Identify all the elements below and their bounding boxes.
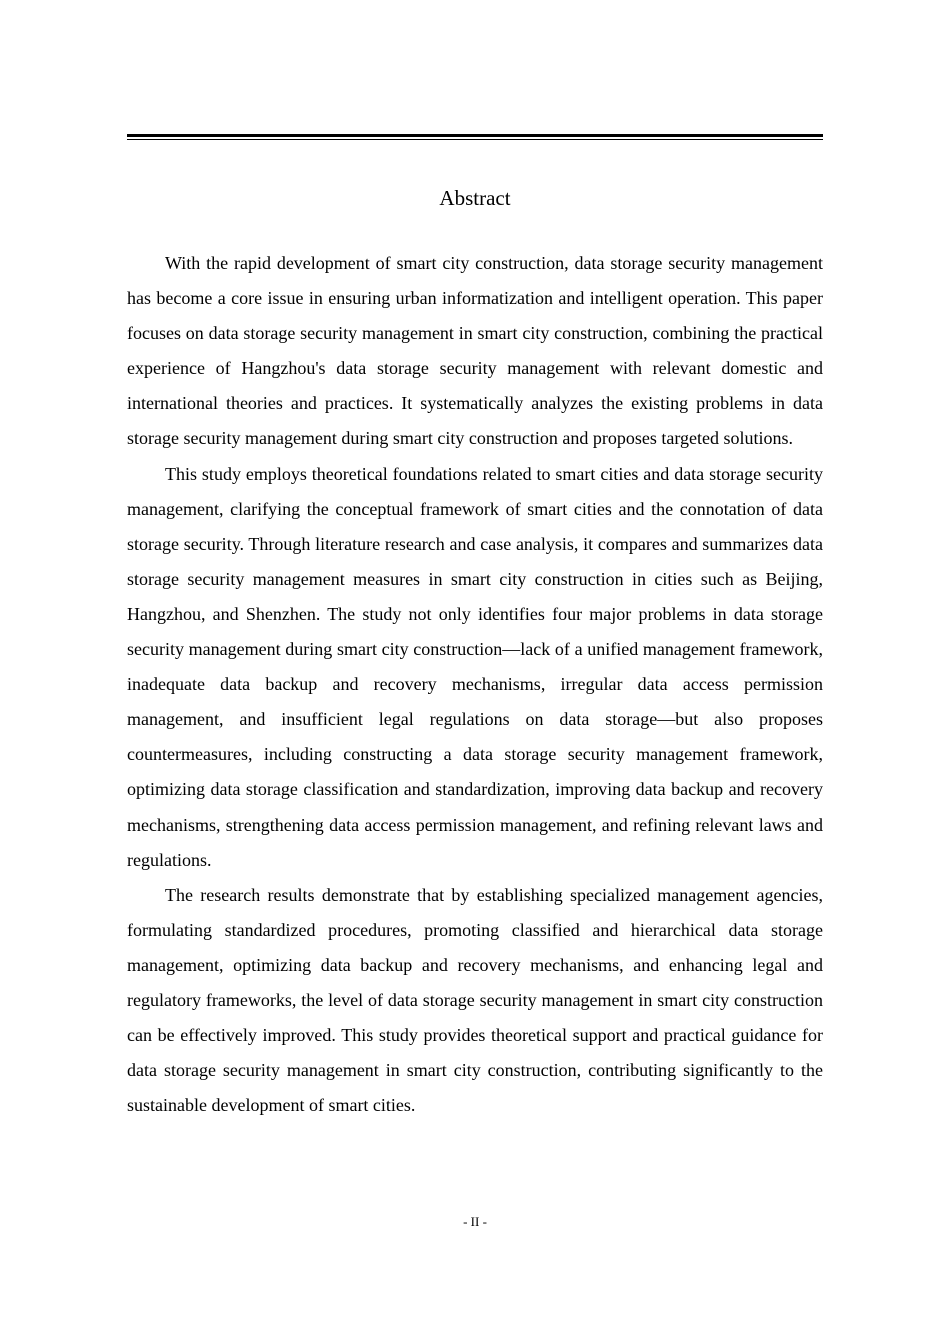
header-rule-thick bbox=[127, 134, 823, 137]
abstract-title: Abstract bbox=[439, 186, 511, 210]
abstract-paragraph-3: The research results demonstrate that by establishing specialized management agencies, formulating standardized procedures, promoting classified and hierarchical data storage management, optimizing data backup and recovery mechanisms, and enhancing legal and regulatory frameworks, the level of data storage security management in smart city construction can be effectively improved. This study provides theoretical support and practical guidance for data storage security management in smart city construction, contributing significantly to the sustainable development of smart cities. bbox=[127, 884, 823, 1116]
abstract-body bbox=[127, 246, 823, 1123]
header-rule-thin bbox=[127, 139, 823, 140]
page-number: - II - bbox=[463, 1214, 487, 1229]
abstract-paragraph-2: This study employs theoretical foundations related to smart cities and data storage security management, clarifying the conceptual framework of smart cities and the connotation of data storage security. Through literature research and case analysis, it compares and summarizes data storage security management measures in smart city construction in cities such as Beijing, Hangzhou, and Shenzhen. The study not only identifies four major problems in data storage security management during smart city construction—lack of a unified management framework, inadequate data backup and recovery mechanisms, irregular data access permission management, and insufficient legal regulations on data storage—but also proposes countermeasures, including constructing a data storage security management framework, optimizing data storage classification and standardization, improving data backup and recovery mechanisms, strengthening data access permission management, and refining relevant laws and regulations. bbox=[127, 463, 823, 870]
abstract-paragraph-1: With the rapid development of smart city construction, data storage security management has become a core issue in ensuring urban informatization and intelligent operation. This paper focuses on data storage security management in smart city construction, combining the practical experience of Hangzhou's data storage security management with relevant domestic and international theories and practices. It systematically analyzes the existing problems in data storage security management during smart city construction and proposes targeted solutions. bbox=[127, 253, 823, 449]
